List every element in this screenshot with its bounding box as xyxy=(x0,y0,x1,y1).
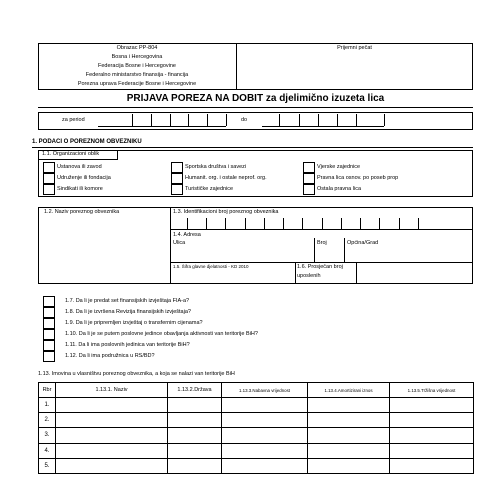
question-checkbox[interactable] xyxy=(43,296,55,307)
form-title-sub: za djelimično izuzeta lica xyxy=(265,93,385,104)
address-label: 1.4. Adresa xyxy=(173,232,201,238)
table-row xyxy=(39,443,474,458)
activity-divider xyxy=(295,262,296,284)
org-form-option: Humanit. org. i ostale neprof. org. xyxy=(185,175,267,181)
table-row xyxy=(39,428,474,443)
period-to-tick xyxy=(356,114,357,126)
period-from-field[interactable] xyxy=(98,126,226,127)
row-number: 4. xyxy=(39,443,56,458)
employees-field[interactable] xyxy=(357,263,472,283)
period-to-tick xyxy=(299,114,300,126)
table-cell[interactable] xyxy=(56,398,168,413)
question-text: 1.7. Da li je predat set finansijskih izvještaja FIA-a? xyxy=(65,298,190,304)
column-header: 1.13.3.Nabavna vrijednost xyxy=(222,383,308,398)
table-cell[interactable] xyxy=(56,428,168,443)
id-number-tick xyxy=(187,218,188,230)
period-from-tick xyxy=(132,114,133,126)
org-form-option: Turističke zajednice xyxy=(185,186,234,192)
question-checkbox[interactable] xyxy=(43,329,55,340)
ministry-name: Federalno ministarstvo finansija - financija xyxy=(85,72,189,78)
column-header: 1.13.1. Naziv xyxy=(56,383,168,398)
table-cell[interactable] xyxy=(308,398,390,413)
row-number: 5. xyxy=(39,458,56,473)
form-code: Obrazac PP-804 xyxy=(116,45,158,51)
period-to-tick xyxy=(337,114,338,126)
period-to-label: do xyxy=(241,117,248,123)
received-stamp-label: Prijemni pečat xyxy=(337,45,372,51)
org-form-option: Ustanova ili zavod xyxy=(57,164,102,170)
org-form-checkbox[interactable] xyxy=(43,184,55,195)
period-to-tick xyxy=(318,114,319,126)
id-number-tick xyxy=(360,218,361,230)
number-label: Broj xyxy=(317,240,327,246)
id-number-tick xyxy=(264,218,265,230)
org-form-checkbox[interactable] xyxy=(303,184,315,195)
question-text: 1.9. Da li je pripremljen izvještaj o transfernim cijenama? xyxy=(65,320,203,326)
id-number-tick xyxy=(283,218,284,230)
period-from-tick xyxy=(207,114,208,126)
question-checkbox[interactable] xyxy=(43,340,55,351)
org-form-checkbox[interactable] xyxy=(171,173,183,184)
employees-label-line1: 1.6. Prosječan broj xyxy=(297,264,343,270)
table-cell[interactable] xyxy=(308,413,390,428)
question-checkbox[interactable] xyxy=(43,351,55,362)
id-number-tick xyxy=(399,218,400,230)
table-header-row xyxy=(39,383,474,398)
id-number-tick xyxy=(302,218,303,230)
org-form-checkbox[interactable] xyxy=(171,184,183,195)
table-cell[interactable] xyxy=(168,443,222,458)
question-checkbox[interactable] xyxy=(43,307,55,318)
table-cell[interactable] xyxy=(308,458,390,473)
table-cell[interactable] xyxy=(168,458,222,473)
municipality-field[interactable] xyxy=(345,248,472,261)
table-cell[interactable] xyxy=(222,443,308,458)
table-cell[interactable] xyxy=(168,398,222,413)
id-number-tick xyxy=(418,218,419,230)
entity-name: Federacija Bosne i Hercegovine xyxy=(98,63,176,69)
street-label: Ulica xyxy=(173,240,186,246)
period-to-field[interactable] xyxy=(262,126,384,127)
table-cell[interactable] xyxy=(222,458,308,473)
table-cell[interactable] xyxy=(390,398,474,413)
id-number-label: 1.3. Identifikacioni broj poreznog obveznika xyxy=(173,209,279,215)
table-cell[interactable] xyxy=(390,413,474,428)
org-form-option: Ostala pravna lica xyxy=(317,186,362,192)
period-from-label: za period xyxy=(62,117,85,123)
property-table xyxy=(38,382,474,474)
period-to-tick xyxy=(384,114,385,126)
id-number-tick xyxy=(341,218,342,230)
org-form-label: 1.1. Organizacioni oblik xyxy=(42,151,100,157)
table-cell[interactable] xyxy=(390,428,474,443)
street-field[interactable] xyxy=(171,248,313,261)
municipality-label: Općina/Grad xyxy=(347,240,379,246)
taxpayer-name-label: 1.2. Naziv poreznog obveznika xyxy=(44,209,120,215)
column-header: 1.13.5.Tržišna vrijednost xyxy=(390,383,474,398)
org-form-option: Sportska društva i savezi xyxy=(185,164,247,170)
column-header: Rbr xyxy=(39,383,56,398)
id-number-tick xyxy=(225,218,226,230)
table-cell[interactable] xyxy=(222,398,308,413)
table-cell[interactable] xyxy=(308,428,390,443)
id-number-tick xyxy=(379,218,380,230)
period-from-tick xyxy=(188,114,189,126)
employees-label-line2: uposlenih xyxy=(297,273,321,279)
table-cell[interactable] xyxy=(56,443,168,458)
period-to-tick xyxy=(279,114,280,126)
org-form-checkbox[interactable] xyxy=(303,173,315,184)
org-form-option: Vjerske zajednice xyxy=(317,164,361,170)
period-box xyxy=(38,112,473,130)
org-form-checkbox[interactable] xyxy=(171,162,183,173)
org-form-checkbox[interactable] xyxy=(303,162,315,173)
org-form-option: Sindikati ili komore xyxy=(57,186,103,192)
org-form-checkbox[interactable] xyxy=(43,173,55,184)
org-form-checkbox[interactable] xyxy=(43,162,55,173)
org-form-option: Udruženje ili fondacija xyxy=(57,175,111,181)
table-row xyxy=(39,413,474,428)
question-checkbox[interactable] xyxy=(43,318,55,329)
id-number-tick xyxy=(206,218,207,230)
table-cell[interactable] xyxy=(222,428,308,443)
period-from-tick xyxy=(226,114,227,126)
question-text: 1.12. Da li ima podružnica u RS/BD? xyxy=(65,353,155,359)
table-row xyxy=(39,398,474,413)
number-field[interactable] xyxy=(315,248,343,261)
question-text: 1.11. Da li ima poslovnih jedinica van teritorije BiH? xyxy=(65,342,190,348)
property-title: 1.13. Imovina u vlasništvu poreznog obveznika, a koja se nalazi van teritorije BiH xyxy=(38,371,235,377)
activity-code-label: 1.5. Šifra glavne djelatnosti - KD 2010 xyxy=(173,264,249,269)
country-name: Bosna i Hercegovina xyxy=(111,54,163,60)
period-from-tick xyxy=(170,114,171,126)
table-row xyxy=(39,458,474,473)
table-cell[interactable] xyxy=(308,443,390,458)
authority-name: Porezna uprava Federacije Bosne i Hercegovine xyxy=(77,81,197,87)
taxpayer-name-field[interactable] xyxy=(39,217,169,283)
column-header: 1.13.2.Država xyxy=(168,383,222,398)
id-number-tick xyxy=(322,218,323,230)
row-number: 3. xyxy=(39,428,56,443)
table-cell[interactable] xyxy=(222,413,308,428)
table-cell[interactable] xyxy=(56,413,168,428)
form-title-main: PRIJAVA POREZA NA DOBIT xyxy=(126,93,264,104)
column-header: 1.13.4.Amortizirani iznos xyxy=(308,383,390,398)
table-cell[interactable] xyxy=(56,458,168,473)
form-title xyxy=(38,94,473,104)
table-cell[interactable] xyxy=(168,428,222,443)
id-number-tick xyxy=(245,218,246,230)
question-text: 1.8. Da li je izvršena Revizija finansijskih izvještaja? xyxy=(65,309,191,315)
period-from-tick xyxy=(151,114,152,126)
question-text: 1.10. Da li je se putem poslovne jedince obavljanja aktivnosti van teritorije BiH? xyxy=(65,331,258,337)
title-underline xyxy=(38,107,473,108)
row-number: 1. xyxy=(39,398,56,413)
section1-rule xyxy=(32,147,473,148)
section1-title: 1. PODACI O POREZNOM OBVEZNIKU xyxy=(32,139,142,145)
table-cell[interactable] xyxy=(168,413,222,428)
org-form-option: Pravna lica osnov. po poseb prop xyxy=(317,175,399,181)
table-cell[interactable] xyxy=(390,443,474,458)
activity-code-field[interactable] xyxy=(171,272,294,283)
table-cell[interactable] xyxy=(390,458,474,473)
row-number: 2. xyxy=(39,413,56,428)
